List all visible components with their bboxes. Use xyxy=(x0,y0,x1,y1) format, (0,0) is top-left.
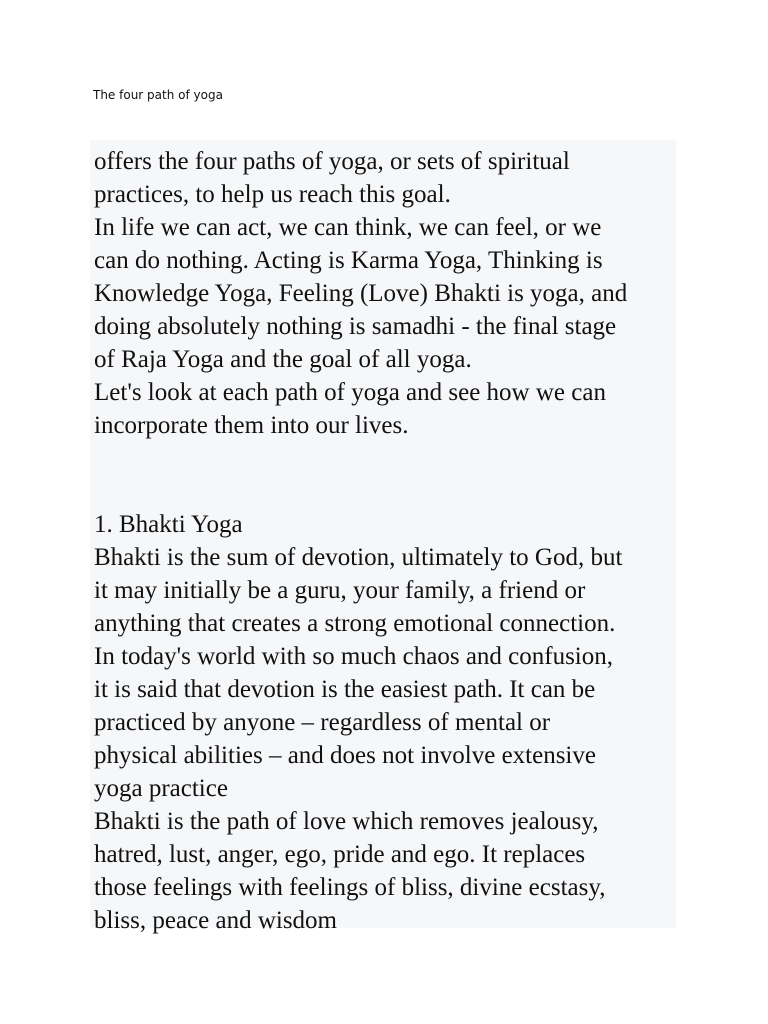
text-line: Bhakti is the path of love which removes jealousy, xyxy=(94,808,599,835)
text-line: Let's look at each path of yoga and see how we can xyxy=(94,379,606,406)
text-line: doing absolutely nothing is samadhi - the final stage xyxy=(94,313,617,340)
text-line: can do nothing. Acting is Karma Yoga, Thinking is xyxy=(94,247,603,274)
text-line: practices, to help us reach this goal. xyxy=(94,181,451,208)
text-line: physical abilities – and does not involve extensive xyxy=(94,742,596,769)
section-heading: 1. Bhakti Yoga xyxy=(94,511,243,538)
text-line: In today's world with so much chaos and confusion, xyxy=(94,643,614,670)
text-line: incorporate them into our lives. xyxy=(94,412,409,439)
text-line: hatred, lust, anger, ego, pride and ego. It replaces xyxy=(94,841,586,868)
text-line: it is said that devotion is the easiest path. It can be xyxy=(94,676,596,703)
page-title: The four path of yoga xyxy=(93,88,223,102)
text-line: Knowledge Yoga, Feeling (Love) Bhakti is yoga, and xyxy=(94,280,628,307)
document-text-block xyxy=(90,140,676,934)
text-line: Bhakti is the sum of devotion, ultimately to God, but xyxy=(94,544,623,571)
text-line: In life we can act, we can think, we can feel, or we xyxy=(94,214,602,241)
text-line: anything that creates a strong emotional connection. xyxy=(94,610,616,637)
text-line: bliss, peace and wisdom xyxy=(94,907,338,934)
text-line: it may initially be a guru, your family, a friend or xyxy=(94,577,586,604)
text-line: yoga practice xyxy=(94,775,228,802)
text-line: practiced by anyone – regardless of mental or xyxy=(94,709,551,736)
text-line: offers the four paths of yoga, or sets of spiritual xyxy=(94,148,570,175)
text-line: of Raja Yoga and the goal of all yoga. xyxy=(94,346,472,373)
text-line: those feelings with feelings of bliss, divine ecstasy, xyxy=(94,874,606,901)
